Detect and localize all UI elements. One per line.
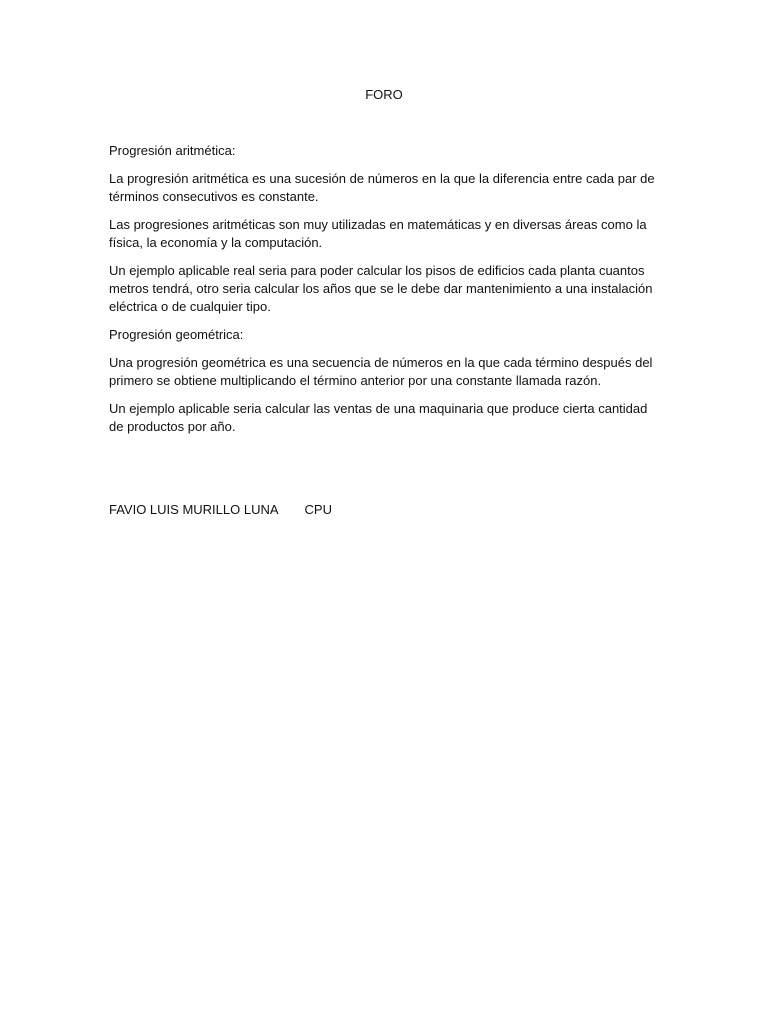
paragraph-arithmetic-example: Un ejemplo aplicable real seria para poder calcular los pisos de edificios cada planta cuantos metros tendrá, otro seria calcular los años que se le debe dar mantenimiento a una instalación eléctrica o de cualquier tipo. bbox=[109, 263, 653, 314]
document-body bbox=[109, 142, 664, 446]
paragraph-arithmetic-definition: La progresión aritmética es una sucesión de números en la que la diferencia entre cada par de términos consecutivos es constante. bbox=[109, 171, 655, 204]
signature-line bbox=[109, 501, 332, 519]
section-heading-arithmetic: Progresión aritmética: bbox=[109, 143, 236, 158]
document-title: FORO bbox=[365, 87, 403, 102]
author-name: FAVIO LUIS MURILLO LUNA bbox=[109, 502, 279, 517]
paragraph-arithmetic-uses: Las progresiones aritméticas son muy utilizadas en matemáticas y en diversas áreas como la física, la economía y la computación. bbox=[109, 217, 647, 250]
paragraph-geometric-definition: Una progresión geométrica es una secuencia de números en la que cada término después del primero se obtiene multiplicando el término anterior por una constante llamada razón. bbox=[109, 355, 653, 388]
section-heading-geometric: Progresión geométrica: bbox=[109, 327, 244, 342]
paragraph-geometric-example: Un ejemplo aplicable seria calcular las ventas de una maquinaria que produce cierta cantidad de productos por año. bbox=[109, 401, 648, 434]
course-name: CPU bbox=[304, 502, 332, 517]
